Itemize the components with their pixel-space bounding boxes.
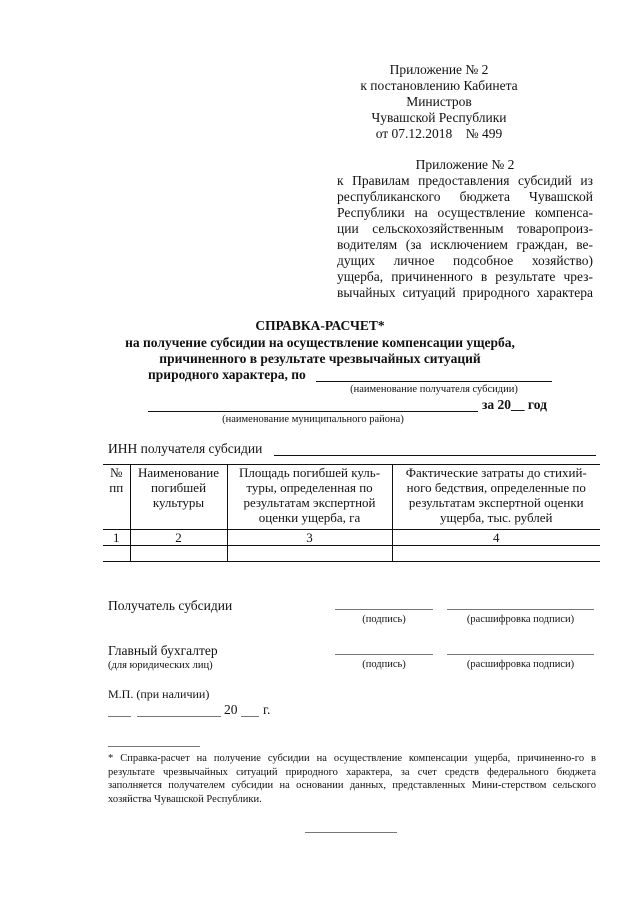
inn-label: ИНН получателя субсидии	[108, 441, 263, 456]
document-subtitle-line3: природного характера, по	[148, 367, 306, 382]
stamp-label: М.П. (при наличии)	[108, 687, 210, 701]
table-cell[interactable]	[227, 546, 392, 562]
appendix-decree-line1: Приложение № 2	[389, 62, 489, 77]
appendix-rules-line: к Правилам предоставления субсидий из	[337, 173, 593, 188]
accountant-signature-hint: (подпись)	[362, 659, 406, 670]
appendix-decree-line2: к постановлению Кабинета Министров	[360, 78, 518, 109]
legal-entities-note: (для юридических лиц)	[108, 660, 213, 671]
col-number-4: 4	[392, 530, 600, 546]
end-divider	[305, 832, 397, 833]
footnote-separator	[108, 746, 200, 747]
accountant-signature-field[interactable]	[335, 654, 433, 655]
col-header-costs: Фактические затраты до стихий-ного бедствия, определенные по результатам экспертной оценки ущерба, тыс. рублей	[392, 465, 600, 530]
col-header-area: Площадь погибшей куль-туры, определенная по результатам экспертной оценки ущерба, га	[227, 465, 392, 530]
appendix-rules-line: водителям (за исключением граждан, ве-	[337, 237, 593, 252]
appendix-rules-title: Приложение № 2	[415, 157, 515, 172]
appendix-rules-line: ции сельскохозяйственным товаропроиз-	[337, 221, 593, 236]
recipient-signature-field[interactable]	[335, 609, 433, 610]
appendix-decree-line3: Чувашской Республики	[371, 110, 507, 125]
col-number-3: 3	[227, 530, 392, 546]
appendix-rules-block	[337, 157, 593, 301]
col-header-number: № пп	[103, 465, 130, 530]
col-header-crop: Наименование погибшей культуры	[130, 465, 227, 530]
document-title: СПРАВКА-РАСЧЕТ*	[255, 318, 385, 333]
appendix-rules-line: республиканского бюджета Чувашской	[337, 189, 593, 204]
date-year-field[interactable]	[241, 716, 259, 717]
table-header-row	[103, 465, 600, 530]
damage-table	[103, 464, 600, 562]
accountant-decoding-field[interactable]	[447, 654, 594, 655]
date-day-field[interactable]	[108, 716, 131, 717]
document-subtitle-line1: на получение субсидии на осуществление компенсации ущерба,	[125, 335, 515, 350]
appendix-rules-line: Республики на осуществление компенса-	[337, 205, 593, 220]
table-cell[interactable]	[130, 546, 227, 562]
table-row	[103, 546, 600, 562]
footnote-text: * Справка-расчет на получение субсидии на осуществление компенсации ущерба, причиненно-го в результате чрезвычайных ситуаций природного характера, за счет средств федерального бюджета заполняется получателем субсидии на основании данных, представленных Мини-стерством сельского хозяйства Чувашской Республики.	[108, 753, 596, 805]
recipient-name-hint: (наименование получателя субсидии)	[350, 384, 518, 395]
district-name-field[interactable]	[148, 411, 478, 412]
recipient-name-field[interactable]	[316, 381, 552, 382]
document-subtitle-line2: причиненного в результате чрезвычайных ситуаций	[159, 351, 481, 366]
appendix-rules-line: дущих личное подсобное хозяйство)	[337, 253, 593, 268]
table-cell[interactable]	[103, 546, 130, 562]
col-number-1: 1	[103, 530, 130, 546]
recipient-signature-hint: (подпись)	[362, 614, 406, 625]
inn-field[interactable]	[274, 455, 596, 456]
report-year: за 20__ год	[482, 397, 547, 412]
recipient-decoding-hint: (расшифровка подписи)	[466, 614, 575, 625]
accountant-decoding-hint: (расшифровка подписи)	[466, 659, 575, 670]
appendix-rules-line: вычайных ситуаций природного характера	[337, 285, 593, 300]
appendix-rules-line: ущерба, причиненного в результате чрез-	[337, 269, 593, 284]
col-number-2: 2	[130, 530, 227, 546]
recipient-decoding-field[interactable]	[447, 609, 594, 610]
district-name-hint: (наименование муниципального района)	[222, 414, 404, 425]
date-year-suffix: г.	[263, 702, 271, 717]
date-month-field[interactable]	[137, 716, 221, 717]
recipient-label: Получатель субсидии	[108, 598, 233, 613]
appendix-decree-line4: от 07.12.2018 № 499	[375, 126, 503, 141]
date-year-prefix: 20	[224, 702, 238, 717]
chief-accountant-label: Главный бухгалтер	[108, 643, 218, 658]
table-numbering-row	[103, 530, 600, 546]
table-cell[interactable]	[392, 546, 600, 562]
appendix-decree-block	[330, 62, 548, 142]
